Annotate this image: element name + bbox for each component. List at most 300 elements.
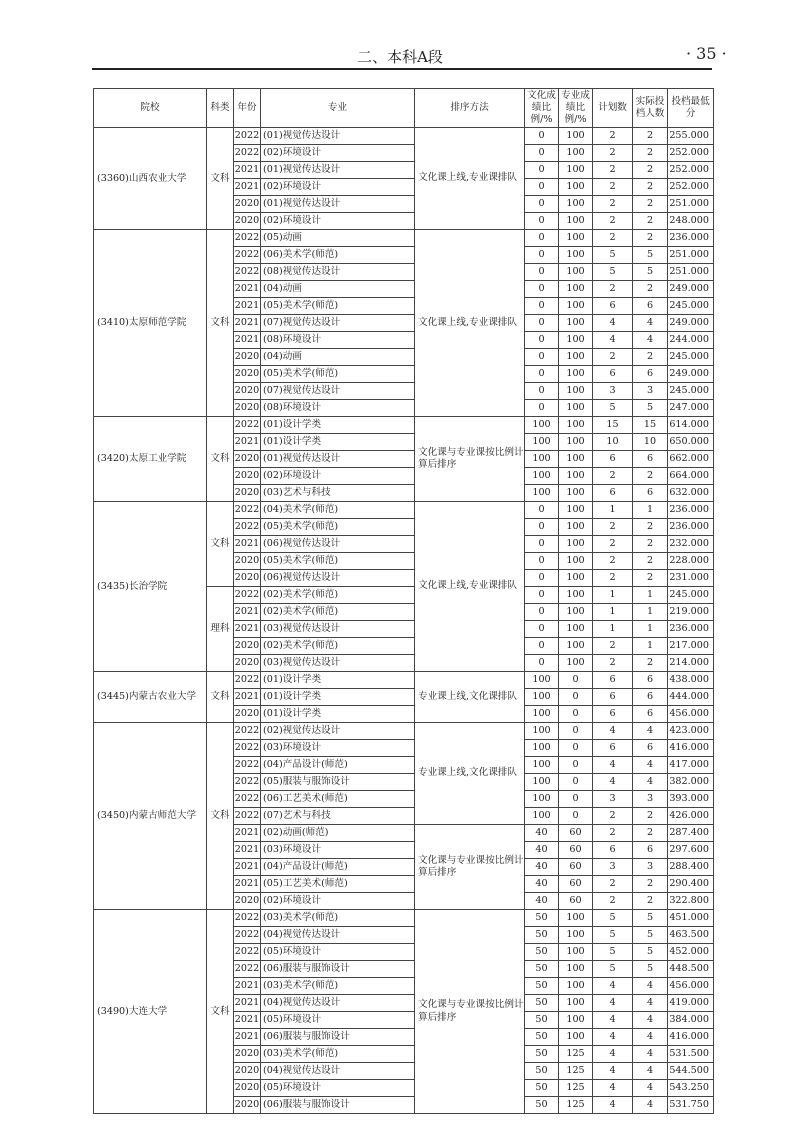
actual-count-cell: 6 [633,842,668,859]
culture-ratio-cell: 0 [525,349,559,366]
min-score-cell: 252.000 [668,179,714,196]
culture-ratio-cell: 50 [525,1046,559,1063]
actual-count-cell: 2 [633,553,668,570]
sort-method: 专业课上线,文化课排队 [415,672,525,723]
culture-ratio-cell: 0 [525,230,559,247]
min-score-cell: 393.000 [668,791,714,808]
school-name: (3410)太原师范学院 [94,230,207,417]
major-cell: (03)环境设计 [261,842,415,859]
plan-count-cell: 2 [593,553,633,570]
culture-ratio-cell: 100 [525,791,559,808]
culture-ratio-cell: 50 [525,927,559,944]
major-cell: (05)工艺美术(师范) [261,876,415,893]
header-rule [92,68,712,70]
professional-ratio-cell: 100 [559,332,593,349]
actual-count-cell: 5 [633,264,668,281]
year-cell: 2022 [234,417,261,434]
subject-category: 文科 [207,417,234,502]
professional-ratio-cell: 0 [559,740,593,757]
min-score-cell: 650.000 [668,434,714,451]
min-score-cell: 451.000 [668,910,714,927]
actual-count-cell: 2 [633,570,668,587]
culture-ratio-cell: 0 [525,281,559,298]
major-cell: (05)美术学(师范) [261,519,415,536]
col-header: 院校 [94,89,207,128]
plan-count-cell: 1 [593,502,633,519]
actual-count-cell: 2 [633,128,668,145]
culture-ratio-cell: 100 [525,672,559,689]
professional-ratio-cell: 100 [559,604,593,621]
professional-ratio-cell: 100 [559,655,593,672]
major-cell: (02)环境设计 [261,213,415,230]
professional-ratio-cell: 100 [559,179,593,196]
year-cell: 2021 [234,281,261,298]
culture-ratio-cell: 0 [525,638,559,655]
professional-ratio-cell: 60 [559,842,593,859]
culture-ratio-cell: 50 [525,995,559,1012]
sort-method: 专业课上线,文化课排队 [415,723,525,825]
year-cell: 2020 [234,196,261,213]
min-score-cell: 255.000 [668,128,714,145]
plan-count-cell: 4 [593,774,633,791]
min-score-cell: 249.000 [668,366,714,383]
plan-count-cell: 6 [593,672,633,689]
major-cell: (04)产品设计(师范) [261,757,415,774]
professional-ratio-cell: 60 [559,825,593,842]
professional-ratio-cell: 100 [559,230,593,247]
culture-ratio-cell: 0 [525,366,559,383]
professional-ratio-cell: 100 [559,1012,593,1029]
professional-ratio-cell: 125 [559,1097,593,1114]
major-cell: (05)美术学(师范) [261,366,415,383]
col-header: 年份 [234,89,261,128]
major-cell: (05)环境设计 [261,1012,415,1029]
culture-ratio-cell: 50 [525,1080,559,1097]
plan-count-cell: 1 [593,587,633,604]
professional-ratio-cell: 100 [559,638,593,655]
culture-ratio-cell: 0 [525,570,559,587]
year-cell: 2020 [234,1097,261,1114]
major-cell: (08)环境设计 [261,400,415,417]
professional-ratio-cell: 100 [559,417,593,434]
major-cell: (01)设计学类 [261,672,415,689]
actual-count-cell: 5 [633,910,668,927]
sort-method: 文化课与专业课按比例计算后排序 [415,417,525,502]
year-cell: 2020 [234,638,261,655]
culture-ratio-cell: 50 [525,978,559,995]
professional-ratio-cell: 100 [559,128,593,145]
min-score-cell: 249.000 [668,315,714,332]
school-name: (3435)长治学院 [94,502,207,672]
plan-count-cell: 4 [593,315,633,332]
plan-count-cell: 6 [593,740,633,757]
culture-ratio-cell: 100 [525,706,559,723]
major-cell: (05)美术学(师范) [261,553,415,570]
major-cell: (08)视觉传达设计 [261,264,415,281]
culture-ratio-cell: 0 [525,655,559,672]
actual-count-cell: 2 [633,349,668,366]
actual-count-cell: 2 [633,655,668,672]
subject-category: 文科 [207,672,234,723]
culture-ratio-cell: 0 [525,128,559,145]
actual-count-cell: 2 [633,145,668,162]
year-cell: 2022 [234,230,261,247]
major-cell: (04)视觉传达设计 [261,1063,415,1080]
subject-category: 文科 [207,910,234,1114]
plan-count-cell: 6 [593,689,633,706]
culture-ratio-cell: 0 [525,264,559,281]
min-score-cell: 236.000 [668,519,714,536]
year-cell: 2022 [234,264,261,281]
actual-count-cell: 2 [633,162,668,179]
min-score-cell: 614.000 [668,417,714,434]
culture-ratio-cell: 50 [525,944,559,961]
min-score-cell: 448.500 [668,961,714,978]
table-row [94,128,714,145]
actual-count-cell: 2 [633,825,668,842]
year-cell: 2021 [234,162,261,179]
major-cell: (02)环境设计 [261,893,415,910]
culture-ratio-cell: 100 [525,417,559,434]
year-cell: 2022 [234,247,261,264]
major-cell: (01)设计学类 [261,706,415,723]
major-cell: (02)环境设计 [261,468,415,485]
culture-ratio-cell: 100 [525,740,559,757]
actual-count-cell: 4 [633,995,668,1012]
major-cell: (06)视觉传达设计 [261,570,415,587]
subject-category: 文科 [207,230,234,417]
plan-count-cell: 4 [593,1097,633,1114]
admission-table [93,88,714,1114]
year-cell: 2021 [234,876,261,893]
col-header: 专业 [261,89,415,128]
year-cell: 2020 [234,706,261,723]
professional-ratio-cell: 100 [559,502,593,519]
subject-category: 文科 [207,502,234,587]
major-cell: (06)工艺美术(师范) [261,791,415,808]
professional-ratio-cell: 0 [559,791,593,808]
sort-method: 文化课与专业课按比例计算后排序 [415,825,525,910]
year-cell: 2022 [234,723,261,740]
actual-count-cell: 2 [633,230,668,247]
actual-count-cell: 4 [633,774,668,791]
major-cell: (05)环境设计 [261,944,415,961]
professional-ratio-cell: 100 [559,349,593,366]
culture-ratio-cell: 50 [525,1097,559,1114]
actual-count-cell: 6 [633,366,668,383]
plan-count-cell: 2 [593,145,633,162]
culture-ratio-cell: 50 [525,1029,559,1046]
actual-count-cell: 1 [633,638,668,655]
school-name: (3445)内蒙古农业大学 [94,672,207,723]
culture-ratio-cell: 0 [525,400,559,417]
min-score-cell: 288.400 [668,859,714,876]
professional-ratio-cell: 60 [559,893,593,910]
year-cell: 2021 [234,298,261,315]
professional-ratio-cell: 100 [559,961,593,978]
actual-count-cell: 2 [633,808,668,825]
professional-ratio-cell: 100 [559,978,593,995]
year-cell: 2022 [234,502,261,519]
plan-count-cell: 2 [593,468,633,485]
min-score-cell: 236.000 [668,230,714,247]
min-score-cell: 423.000 [668,723,714,740]
year-cell: 2021 [234,1029,261,1046]
plan-count-cell: 2 [593,876,633,893]
min-score-cell: 452.000 [668,944,714,961]
actual-count-cell: 6 [633,689,668,706]
year-cell: 2020 [234,655,261,672]
culture-ratio-cell: 40 [525,859,559,876]
culture-ratio-cell: 0 [525,587,559,604]
professional-ratio-cell: 100 [559,281,593,298]
actual-count-cell: 2 [633,893,668,910]
major-cell: (01)设计学类 [261,434,415,451]
culture-ratio-cell: 0 [525,621,559,638]
subject-category: 文科 [207,723,234,910]
plan-count-cell: 5 [593,247,633,264]
min-score-cell: 416.000 [668,1029,714,1046]
actual-count-cell: 2 [633,213,668,230]
actual-count-cell: 3 [633,383,668,400]
page-number: · 35 · [686,44,727,63]
professional-ratio-cell: 100 [559,247,593,264]
year-cell: 2021 [234,604,261,621]
actual-count-cell: 5 [633,944,668,961]
min-score-cell: 251.000 [668,247,714,264]
col-header: 计划数 [593,89,633,128]
culture-ratio-cell: 40 [525,893,559,910]
min-score-cell: 664.000 [668,468,714,485]
culture-ratio-cell: 50 [525,1063,559,1080]
professional-ratio-cell: 0 [559,808,593,825]
major-cell: (04)视觉传达设计 [261,995,415,1012]
min-score-cell: 632.000 [668,485,714,502]
professional-ratio-cell: 100 [559,315,593,332]
plan-count-cell: 4 [593,723,633,740]
table-row [94,417,714,434]
major-cell: (03)环境设计 [261,740,415,757]
professional-ratio-cell: 100 [559,927,593,944]
year-cell: 2021 [234,859,261,876]
table-header-row [94,89,714,128]
professional-ratio-cell: 0 [559,672,593,689]
culture-ratio-cell: 40 [525,842,559,859]
min-score-cell: 456.000 [668,706,714,723]
school-name: (3420)太原工业学院 [94,417,207,502]
min-score-cell: 248.000 [668,213,714,230]
culture-ratio-cell: 0 [525,162,559,179]
culture-ratio-cell: 0 [525,298,559,315]
school-name: (3490)大连大学 [94,910,207,1114]
culture-ratio-cell: 0 [525,247,559,264]
plan-count-cell: 6 [593,298,633,315]
actual-count-cell: 4 [633,332,668,349]
year-cell: 2020 [234,553,261,570]
min-score-cell: 219.000 [668,604,714,621]
col-header: 科类 [207,89,234,128]
culture-ratio-cell: 50 [525,910,559,927]
actual-count-cell: 6 [633,706,668,723]
professional-ratio-cell: 100 [559,910,593,927]
professional-ratio-cell: 100 [559,264,593,281]
major-cell: (02)美术学(师范) [261,604,415,621]
col-header: 投档最低分 [668,89,714,128]
year-cell: 2022 [234,774,261,791]
major-cell: (07)视觉传达设计 [261,315,415,332]
plan-count-cell: 2 [593,128,633,145]
major-cell: (01)设计学类 [261,689,415,706]
year-cell: 2022 [234,519,261,536]
culture-ratio-cell: 100 [525,774,559,791]
major-cell: (05)动画 [261,230,415,247]
plan-count-cell: 1 [593,604,633,621]
year-cell: 2022 [234,927,261,944]
year-cell: 2021 [234,995,261,1012]
plan-count-cell: 1 [593,621,633,638]
professional-ratio-cell: 100 [559,587,593,604]
culture-ratio-cell: 0 [525,604,559,621]
professional-ratio-cell: 60 [559,859,593,876]
plan-count-cell: 2 [593,179,633,196]
plan-count-cell: 6 [593,451,633,468]
plan-count-cell: 3 [593,859,633,876]
professional-ratio-cell: 100 [559,145,593,162]
plan-count-cell: 4 [593,1046,633,1063]
year-cell: 2020 [234,1080,261,1097]
actual-count-cell: 10 [633,434,668,451]
year-cell: 2022 [234,587,261,604]
table-row [94,502,714,519]
page-section-title: 二、本科A段 [357,48,443,66]
major-cell: (05)环境设计 [261,1080,415,1097]
culture-ratio-cell: 0 [525,502,559,519]
year-cell: 2021 [234,1012,261,1029]
major-cell: (01)视觉传达设计 [261,162,415,179]
min-score-cell: 382.000 [668,774,714,791]
min-score-cell: 290.400 [668,876,714,893]
min-score-cell: 245.000 [668,349,714,366]
culture-ratio-cell: 100 [525,485,559,502]
professional-ratio-cell: 100 [559,570,593,587]
professional-ratio-cell: 100 [559,944,593,961]
actual-count-cell: 6 [633,740,668,757]
actual-count-cell: 15 [633,417,668,434]
min-score-cell: 247.000 [668,400,714,417]
year-cell: 2021 [234,978,261,995]
major-cell: (04)动画 [261,281,415,298]
year-cell: 2022 [234,757,261,774]
professional-ratio-cell: 125 [559,1080,593,1097]
professional-ratio-cell: 100 [559,485,593,502]
plan-count-cell: 2 [593,349,633,366]
table-row [94,910,714,927]
min-score-cell: 245.000 [668,383,714,400]
subject-category: 理科 [207,587,234,672]
professional-ratio-cell: 125 [559,1063,593,1080]
year-cell: 2021 [234,825,261,842]
major-cell: (04)美术学(师范) [261,502,415,519]
professional-ratio-cell: 0 [559,774,593,791]
min-score-cell: 287.400 [668,825,714,842]
min-score-cell: 417.000 [668,757,714,774]
min-score-cell: 438.000 [668,672,714,689]
actual-count-cell: 4 [633,1063,668,1080]
actual-count-cell: 2 [633,536,668,553]
year-cell: 2020 [234,383,261,400]
plan-count-cell: 2 [593,162,633,179]
culture-ratio-cell: 0 [525,332,559,349]
year-cell: 2022 [234,791,261,808]
professional-ratio-cell: 100 [559,366,593,383]
actual-count-cell: 4 [633,1046,668,1063]
major-cell: (03)美术学(师范) [261,910,415,927]
school-name: (3360)山西农业大学 [94,128,207,230]
year-cell: 2022 [234,672,261,689]
actual-count-cell: 4 [633,757,668,774]
actual-count-cell: 5 [633,247,668,264]
min-score-cell: 252.000 [668,145,714,162]
major-cell: (06)视觉传达设计 [261,536,415,553]
year-cell: 2020 [234,485,261,502]
year-cell: 2022 [234,128,261,145]
culture-ratio-cell: 50 [525,1012,559,1029]
min-score-cell: 463.500 [668,927,714,944]
actual-count-cell: 4 [633,1097,668,1114]
plan-count-cell: 4 [593,332,633,349]
culture-ratio-cell: 100 [525,808,559,825]
actual-count-cell: 4 [633,723,668,740]
year-cell: 2021 [234,689,261,706]
min-score-cell: 662.000 [668,451,714,468]
professional-ratio-cell: 100 [559,162,593,179]
professional-ratio-cell: 125 [559,1046,593,1063]
min-score-cell: 251.000 [668,196,714,213]
year-cell: 2020 [234,451,261,468]
min-score-cell: 416.000 [668,740,714,757]
plan-count-cell: 4 [593,1012,633,1029]
professional-ratio-cell: 100 [559,621,593,638]
min-score-cell: 245.000 [668,298,714,315]
actual-count-cell: 5 [633,400,668,417]
col-header: 文化成绩比例/% [525,89,559,128]
year-cell: 2022 [234,961,261,978]
major-cell: (04)产品设计(师范) [261,859,415,876]
plan-count-cell: 4 [593,1080,633,1097]
min-score-cell: 232.000 [668,536,714,553]
plan-count-cell: 3 [593,383,633,400]
plan-count-cell: 2 [593,893,633,910]
year-cell: 2020 [234,468,261,485]
year-cell: 2021 [234,332,261,349]
min-score-cell: 322.800 [668,893,714,910]
major-cell: (02)动画(师范) [261,825,415,842]
sort-method: 文化课上线,专业课排队 [415,230,525,417]
col-header: 排序方法 [415,89,525,128]
culture-ratio-cell: 0 [525,196,559,213]
major-cell: (02)美术学(师范) [261,638,415,655]
min-score-cell: 228.000 [668,553,714,570]
year-cell: 2020 [234,1046,261,1063]
plan-count-cell: 4 [593,995,633,1012]
plan-count-cell: 2 [593,655,633,672]
professional-ratio-cell: 0 [559,757,593,774]
table-row [94,230,714,247]
plan-count-cell: 6 [593,485,633,502]
plan-count-cell: 3 [593,791,633,808]
professional-ratio-cell: 100 [559,213,593,230]
min-score-cell: 252.000 [668,162,714,179]
